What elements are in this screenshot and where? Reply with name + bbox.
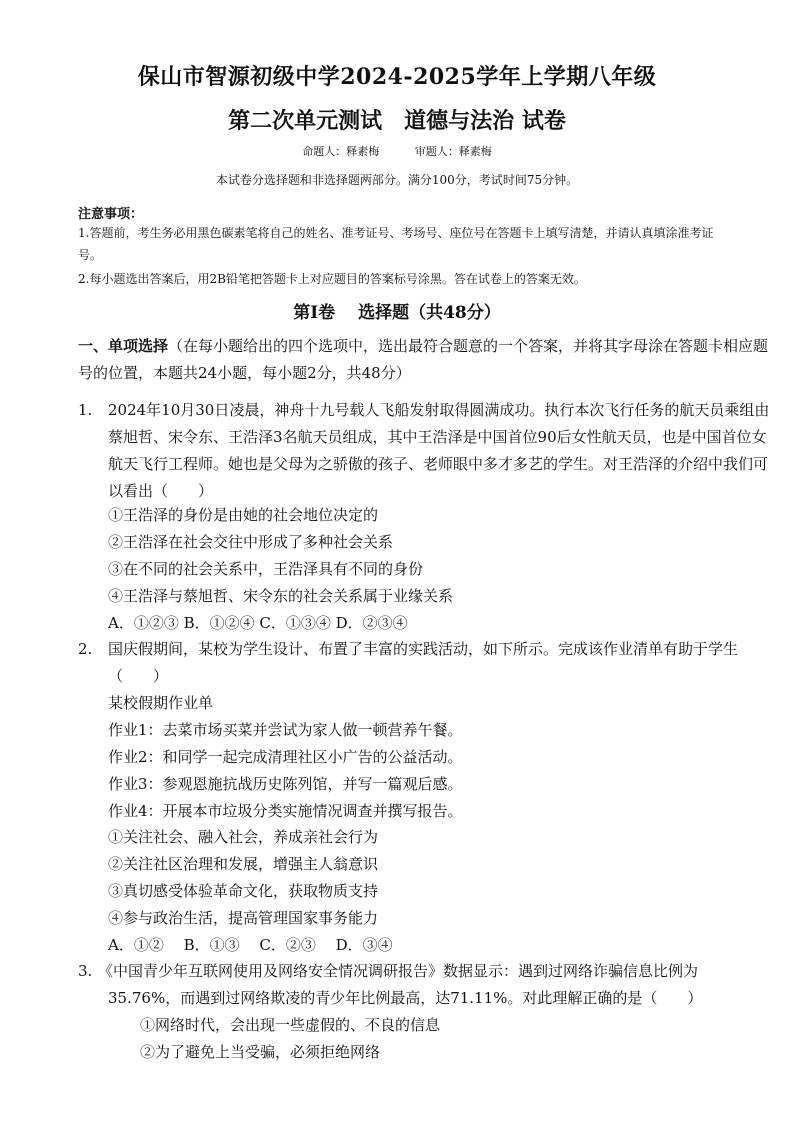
option-1: ①王浩泽的身份是由她的社会地位决定的 <box>108 506 379 524</box>
author: 命题人：释素梅 <box>302 145 380 158</box>
question-stem: 国庆假期间，某校为学生设计、布置了丰富的实践活动，如下所示。完成该作业清单有助于学生（ ） <box>108 640 739 685</box>
question-3 <box>78 958 778 985</box>
question-number: 2. <box>78 640 93 658</box>
part-description: （在每小题给出的四个选项中，选出最符合题意的一个答案，并将其字母涂在答题卡相应题号的位置，本题共24小题，每小题2分，共48分） <box>78 337 769 382</box>
question-2 <box>78 636 778 690</box>
question-stem-line2: 35.76%，而遇到过网络欺凌的青少年比例最高，达71.11%。对此理解正确的是（ ） <box>108 989 703 1007</box>
question-number: 1. <box>78 401 93 419</box>
option-1: ①关注社会、融入社会，养成亲社会行为 <box>108 828 379 846</box>
option-3: ③在不同的社会关系中，王浩泽具有不同的身份 <box>108 560 424 578</box>
question-number: 3. <box>78 962 93 980</box>
task-2: 作业2：和同学一起完成清理社区小广告的公益活动。 <box>108 748 463 766</box>
exam-intro: 本试卷分选择题和非选择题两部分。满分100分，考试时间75分钟。 <box>215 173 579 187</box>
task-1: 作业1：去菜市场买菜并尝试为家人做一顿营养午餐。 <box>108 721 463 739</box>
notes-heading: 注意事项： <box>78 207 144 222</box>
task-4: 作业4：开展本市垃圾分类实施情况调查并撰写报告。 <box>108 802 463 820</box>
answer-choices: A．①② B．①③ C．②③ D．③④ <box>108 936 393 954</box>
option-2: ②关注社区治理和发展，增强主人翁意识 <box>108 855 379 873</box>
option-3: ③真切感受体验革命文化，获取物质支持 <box>108 882 379 900</box>
note-item-2: 2.每小题选出答案后，用2B铅笔把答题卡上对应题目的答案标号涂黑。答在试卷上的答案无效。 <box>78 272 586 286</box>
question-stem-line1: 《中国青少年互联网使用及网络安全情况调研报告》数据显示：遇到过网络诈骗信息比例为 <box>98 962 699 980</box>
answer-choices: A．①②③ B．①②④ C．①③④ D．②③④ <box>108 614 408 632</box>
note-item-1: 1.答题前，考生务必用黑色碳素笔将自己的姓名、准考证号、考场号、座位号在答题卡上填写清楚，并请认真填涂准考证号。 <box>78 226 714 262</box>
part-heading <box>78 333 778 387</box>
task-3: 作业3：参观恩施抗战历史陈列馆，并写一篇观后感。 <box>108 775 463 793</box>
option-2: ②王浩泽在社会交往中形成了多种社会关系 <box>108 533 394 551</box>
option-1: ①网络时代，会出现一些虚假的、不良的信息 <box>140 1016 441 1034</box>
reviewer: 审题人：释素梅 <box>414 145 492 158</box>
question-stem: 2024年10月30日凌晨，神舟十九号载人飞船发射取得圆满成功。执行本次飞行任务的航天员乘组由蔡旭哲、宋令东、王浩泽3名航天员组成，其中王浩泽是中国首位90后女性航天员，也是中国首位女航天飞行工程师。她也是父母为之骄傲的孩子、老师眼中多才多艺的学生。对王浩泽的介绍中我们可以看出（ ） <box>108 401 770 500</box>
question-1 <box>78 397 778 505</box>
author-line <box>0 143 794 159</box>
part-label: 一、单项选择 <box>78 337 169 355</box>
option-4: ④参与政治生活，提高管理国家事务能力 <box>108 909 379 927</box>
option-2: ②为了避免上当受骗，必须拒绝网络 <box>140 1043 381 1061</box>
exam-title-line1: 保山市智源初级中学2024-2025学年上学期八年级 <box>137 64 657 90</box>
list-title: 某校假期作业单 <box>108 694 214 712</box>
section-title: 第Ⅰ卷 选择题（共48分） <box>293 303 501 323</box>
exam-title-line2: 第二次单元测试 道德与法治 试卷 <box>228 108 566 134</box>
option-4: ④王浩泽与蔡旭哲、宋令东的社会关系属于业缘关系 <box>108 587 454 605</box>
